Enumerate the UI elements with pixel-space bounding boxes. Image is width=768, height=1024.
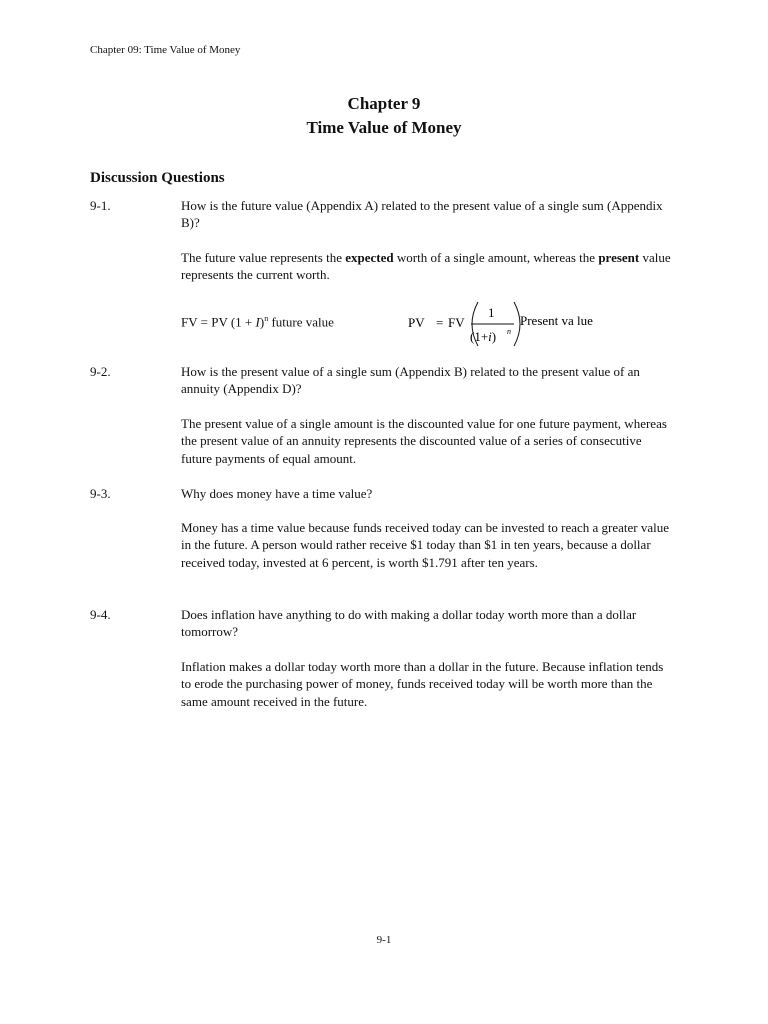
pv-label: Present va lue [520, 313, 593, 328]
pv-denominator: (1+i) [470, 329, 497, 344]
question-number: 9-1. [90, 198, 111, 213]
pv-numerator: 1 [488, 305, 495, 320]
answer-text: Money has a time value because funds received today can be invested to reach a greater value in the future. A person would rather receive $1 today than $1 in ten years, because a dollar received today, invested at 6 percent, is worth $1.791 after ten years. [181, 520, 670, 570]
question-text: Does inflation have anything to do with making a dollar today worth more than a dollar tomorrow? [181, 607, 637, 640]
page-number: 9-1 [376, 934, 392, 946]
answer-text [181, 249, 671, 284]
answer-emphasis: expected [345, 250, 394, 265]
running-header: Chapter 09: Time Value of Money [90, 44, 241, 56]
fv-formula-close: ) [259, 314, 265, 330]
chapter-number: Chapter 9 [347, 94, 421, 113]
question-text: Why does money have a time value? [181, 486, 373, 501]
answer-emphasis: present [598, 250, 640, 265]
future-value-formula [181, 314, 334, 330]
fv-formula-exponent: n [264, 314, 269, 323]
question-number: 9-3. [90, 486, 111, 501]
answer-text-run: value represents the current worth. [181, 250, 671, 283]
answer-text-run: worth of a single amount, whereas the [393, 250, 599, 265]
fv-formula-prefix: FV = PV (1 + [181, 314, 256, 330]
present-value-formula [406, 298, 626, 350]
pv-exponent: n [507, 327, 511, 336]
pv-fv: FV [448, 315, 465, 330]
fv-formula-variable: I [255, 314, 260, 330]
question-text: How is the present value of a single sum (Appendix B) related to the present value of an annuity (Appendix D)? [181, 364, 640, 397]
pv-lhs: PV [408, 315, 425, 330]
answer-text-run: The future value represents the [181, 250, 346, 265]
question-number: 9-2. [90, 364, 111, 379]
chapter-title-block [0, 92, 768, 140]
question-text: How is the future value (Appendix A) related to the present value of a single sum (Appendix B)? [181, 198, 663, 231]
answer-text: The present value of a single amount is the discounted value for one future payment, whereas the present value of an annuity represents the discounted value of a series of consecutive future payments of equal amount. [181, 416, 667, 466]
question-number: 9-4. [90, 607, 111, 622]
chapter-subtitle: Time Value of Money [306, 118, 462, 137]
section-heading: Discussion Questions [90, 170, 225, 186]
pv-equals: = [436, 315, 444, 330]
fv-formula-label: future value [268, 314, 334, 330]
answer-text: Inflation makes a dollar today worth more than a dollar in the future. Because inflation tends to erode the purchasing power of money, funds received today will be worth more than the same amount received in the future. [181, 659, 664, 709]
